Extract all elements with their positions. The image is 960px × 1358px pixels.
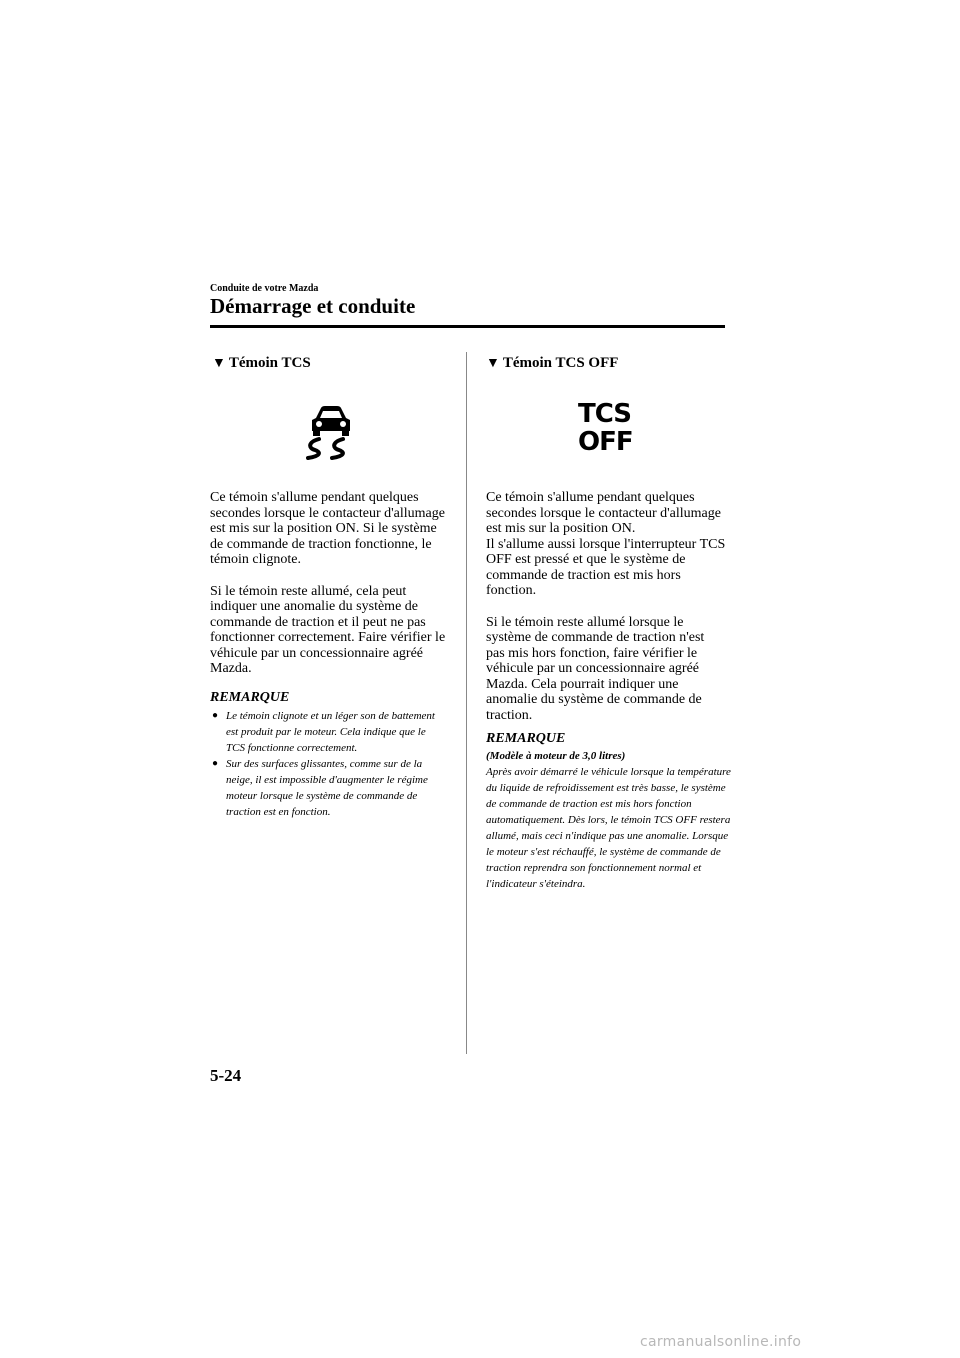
tcs-description [210, 490, 450, 677]
section-heading-tcs-text: Témoin TCS [228, 355, 311, 371]
section-heading-tcs [212, 355, 311, 372]
section-heading-tcs-off-text: Témoin TCS OFF [502, 355, 619, 371]
note-subtitle: (Modèle à moteur de 3,0 litres) [486, 750, 626, 762]
note-item [210, 708, 442, 756]
section-heading-tcs-off [486, 355, 618, 372]
bullet-icon: ● [212, 710, 219, 721]
page-title: Démarrage et conduite [210, 294, 416, 318]
triangle-marker-icon: ▼ [212, 356, 226, 371]
note-list [210, 708, 442, 820]
tcs-off-icon-line2: OFF [578, 427, 633, 457]
bullet-icon: ● [212, 758, 219, 769]
note-item-text: Sur des surfaces glissantes, comme sur de la neige, il est impossible d'augmenter le régime moteur lorsque le système de commande de traction est en fonction. [226, 758, 428, 818]
paragraph: Ce témoin s'allume pendant quelques secondes lorsque le contacteur d'allumage est mis sur la position ON. [486, 490, 721, 536]
note-body [486, 748, 732, 892]
note-item-text: Le témoin clignote et un léger son de battement est produit par le moteur. Cela indique que le TCS fonctionne correctement. [226, 710, 435, 754]
note-title: REMARQUE [210, 690, 290, 705]
column-divider [466, 352, 467, 1054]
tcs-off-description [486, 490, 726, 723]
tcs-off-icon-line1: TCS [578, 399, 632, 429]
triangle-marker-icon: ▼ [486, 356, 500, 371]
chapter-label: Conduite de votre Mazda [210, 283, 319, 294]
note-item [210, 756, 442, 820]
page-number: 5-24 [210, 1066, 242, 1085]
note-text: Après avoir démarré le véhicule lorsque la température du liquide de refroidissement est très basse, le système de commande de traction est mis hors fonction automatiquement. Dès lors, le témoin TCS OFF restera allumé, mais ceci n'indique pas une anomalie. Lorsque le moteur s'est réchauffé, le système de commande de traction reprendra son fonctionnement normal et l'indicateur s'éteindra. [486, 766, 731, 890]
note-title: REMARQUE [486, 731, 566, 746]
paragraph: Il s'allume aussi lorsque l'interrupteur TCS OFF est pressé et que le système de commande de traction est mis hors fonction. [486, 536, 726, 598]
tcs-off-icon [578, 399, 633, 460]
paragraph: Si le témoin reste allumé lorsque le système de commande de traction n'est pas mis hors fonction, faire vérifier le véhicule par un concessionnaire agréé Mazda. Cela pourrait indiquer une anomalie du système de commande de traction. [486, 614, 705, 723]
paragraph: Si le témoin reste allumé, cela peut indiquer une anomalie du système de commande de traction et il peut ne pas fonctionner correctement. Faire vérifier le véhicule par un concessionnaire agréé Mazda. [210, 583, 446, 676]
tcs-skid-car-icon [300, 404, 362, 460]
title-rule [210, 325, 725, 328]
paragraph: Ce témoin s'allume pendant quelques secondes lorsque le contacteur d'allumage est mis sur la position ON. Si le système de commande de traction fonctionne, le témoin clignote. [210, 490, 445, 567]
watermark: carmanualsonline.info [640, 1334, 802, 1350]
